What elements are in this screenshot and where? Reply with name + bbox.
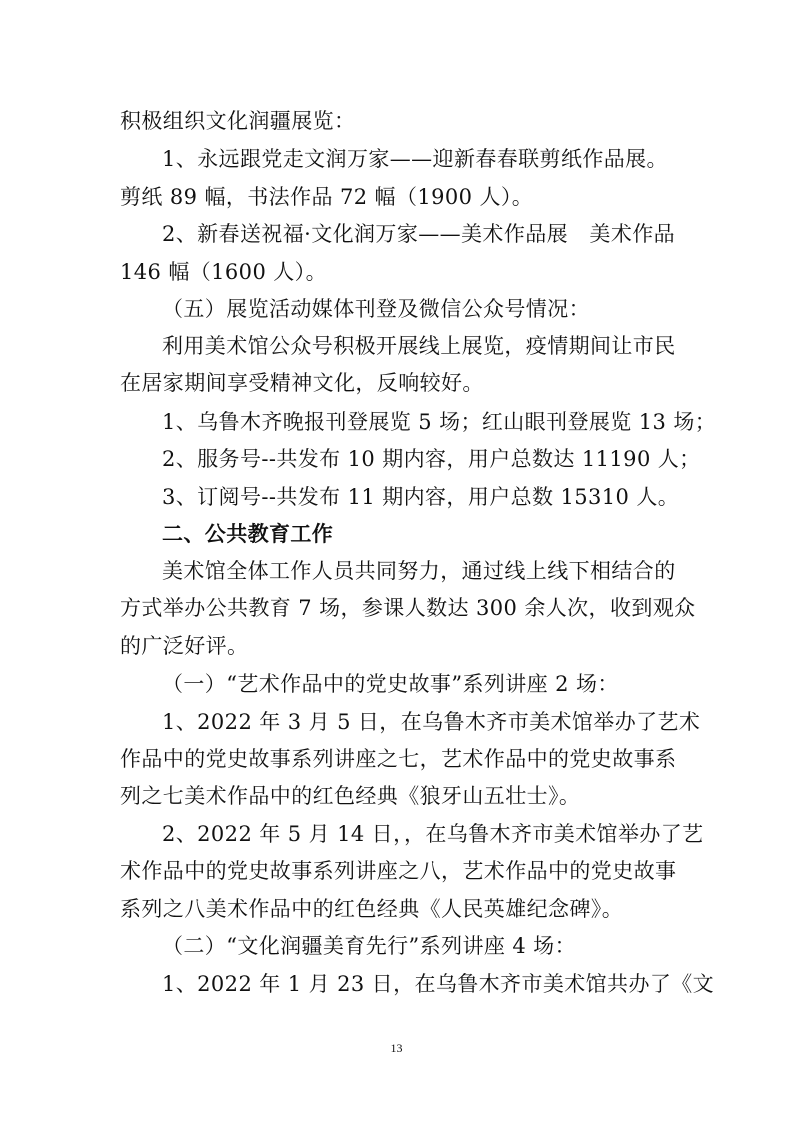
- exhibition-item-1: 1、永远跟党走文润万家——迎新春春联剪纸作品展。: [162, 147, 668, 171]
- media-paragraph-continued: 在居家期间享受精神文化，反响较好。: [120, 371, 484, 395]
- education-paragraph-continued: 方式举办公共教育 7 场，参课人数达 300 余人次，收到观众: [120, 596, 696, 620]
- subsection-heading-lectures-1: （一）“艺术作品中的党史故事”系列讲座 2 场：: [162, 672, 619, 696]
- subsection-heading-media: （五）展览活动媒体刊登及微信公众号情况：: [162, 297, 590, 321]
- lecture-series-2-item-1: 1、2022 年 1 月 23 日，在乌鲁木齐市美术馆共办了《文: [162, 972, 715, 996]
- education-paragraph-end: 的广泛好评。: [120, 634, 249, 658]
- media-item-2: 2、服务号--共发布 10 期内容，用户总数达 11190 人；: [162, 447, 701, 471]
- media-item-3: 3、订阅号--共发布 11 期内容，用户总数 15310 人。: [162, 485, 680, 509]
- lecture-item-2-continued: 术作品中的党史故事系列讲座之八，艺术作品中的党史故事: [120, 859, 677, 883]
- exhibition-item-2: 2、新春送祝福·文化润万家——美术作品展 美术作品: [162, 222, 676, 246]
- section-heading-public-education: 二、公共教育工作: [162, 522, 334, 546]
- lecture-item-1-continued: 作品中的党史故事系列讲座之七，艺术作品中的党史故事系: [120, 747, 677, 771]
- lecture-item-1-end: 列之七美术作品中的红色经典《狼牙山五壮士》。: [120, 784, 581, 808]
- section-intro-text: 积极组织文化润疆展览：: [120, 109, 356, 133]
- media-item-1: 1、乌鲁木齐晚报刊登展览 5 场；红山眼刊登展览 13 场；: [162, 410, 717, 434]
- subsection-heading-lectures-2: （二）“文化润疆美育先行”系列讲座 4 场：: [162, 934, 576, 958]
- lecture-item-1: 1、2022 年 3 月 5 日，在乌鲁木齐市美术馆举办了艺术: [162, 710, 701, 734]
- page-number: 13: [390, 1041, 403, 1055]
- exhibition-item-1-continued: 剪纸 89 幅，书法作品 72 幅（1900 人）。: [120, 185, 534, 209]
- exhibition-item-2-continued: 146 幅（1600 人）。: [120, 260, 327, 284]
- lecture-item-2-end: 系列之八美术作品中的红色经典《人民英雄纪念碑》。: [120, 897, 624, 921]
- lecture-item-2: 2、2022 年 5 月 14 日，，在乌鲁木齐市美术馆举办了艺: [162, 822, 704, 846]
- media-paragraph: 利用美术馆公众号积极开展线上展览，疫情期间让市民: [162, 334, 676, 358]
- education-paragraph: 美术馆全体工作人员共同努力，通过线上线下相结合的: [162, 559, 676, 583]
